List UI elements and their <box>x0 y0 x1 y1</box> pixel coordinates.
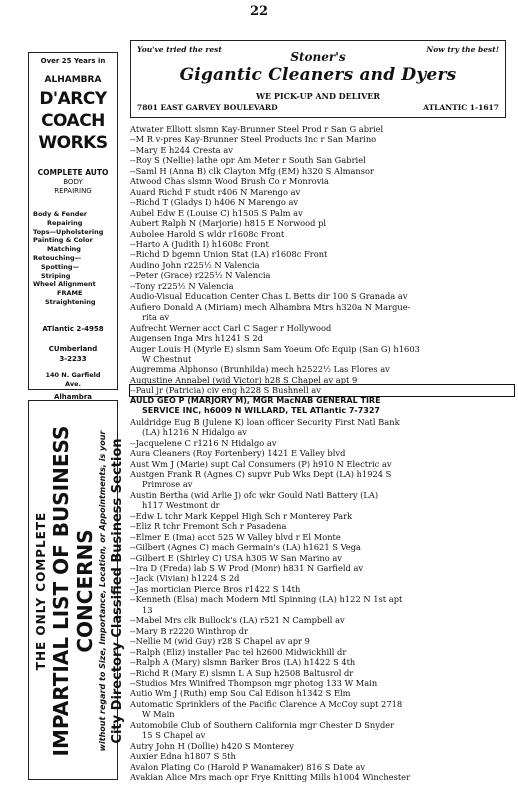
directory-entry: Auger Louis H (Myrle E) slsmn Sam Yoeum Ofc Equip (San G) h1603 <box>130 343 420 354</box>
ad-headline: Gigantic Cleaners and Dyers <box>179 65 457 85</box>
ad-city: ALHAMBRA <box>44 75 102 85</box>
ad-business-name: Stoner's <box>290 50 346 64</box>
directory-entry: W Chestnut <box>142 353 192 364</box>
directory-entry: Audio-Visual Education Center Chas L Betts dir 100 S Granada av <box>130 291 408 302</box>
directory-entry: --Mary E h244 Cresta av <box>130 144 233 155</box>
directory-entry: Augremma Alphonso (Brunhilda) mech h2522½ Las Flores av <box>130 364 390 375</box>
ad-service-item: Striping <box>41 271 71 280</box>
directory-entry: --Ralph (Eliz) installer Pac tel h2600 Midwickhill dr <box>130 646 347 657</box>
directory-entry: Augensen Inga Mrs h1241 S 2d <box>130 333 263 344</box>
directory-entry: --Saml H (Anna B) clk Clayton Mfg (EM) h320 S Almansor <box>130 165 374 176</box>
directory-entry: Auard Richd F studt r406 N Marengo av <box>130 186 301 197</box>
directory-entry: --Harto A (Judith I) h1608c Front <box>130 238 269 249</box>
directory-entry: Automobile Club of Southern California mgr Chester D Snyder <box>130 719 395 730</box>
directory-entry: --Jack (Vivian) h1224 S 2d <box>130 573 240 584</box>
directory-entry: --Richd D bgemn Union Stat (LA) r1608c Front <box>130 249 328 260</box>
ad-phone-2-number: 3-2233 <box>59 355 87 363</box>
ad-service-item: FRAME <box>57 289 83 298</box>
directory-entry: --Ira D (Freda) lab S W Prod (Monr) h831 N Garfield av <box>130 563 364 574</box>
ad-street: 140 N. Garfield <box>45 371 101 379</box>
directory-entry: --Mabel Mrs clk Bullock's (LA) r521 N Campbell av <box>130 615 345 626</box>
directory-entry: (LA) h1216 N Hidalgo av <box>142 427 247 438</box>
ad-service-item: Painting & Color <box>33 236 93 245</box>
ad-years-line: Over 25 Years in <box>40 57 106 65</box>
darcy-coach-works-ad <box>28 52 118 401</box>
directory-entry: Aubert Ralph N (Marjorie) h815 E Norwood pl <box>130 218 327 229</box>
ad-title-line-2: COACH <box>41 111 105 131</box>
directory-entry: Aust Wm J (Marie) supt Cal Consumers (P) h910 N Electric av <box>130 458 392 469</box>
directory-entry: Aura Cleaners (Roy Fortenbery) 1421 E Valley blvd <box>130 448 346 459</box>
directory-entry: --Eliz R tchr Fremont Sch r Pasadena <box>130 521 287 532</box>
directory-entry: Auxier Edna h1807 S 5th <box>130 751 236 762</box>
directory-entry: Autry John H (Dollie) h420 S Monterey <box>130 740 294 751</box>
directory-entry: --Gilbert (Agnes C) mach Germain's (LA) h1621 S Vega <box>130 542 361 553</box>
business-section-ad <box>28 400 125 780</box>
vertical-ad-line-1: THE ONLY COMPLETE <box>34 511 48 671</box>
directory-entry: --Gilbert E (Shirley C) USA h305 W San Marino av <box>130 552 342 563</box>
ad-town: Alhambra <box>53 393 92 401</box>
directory-entry: SERVICE INC, h6009 N WILLARD, TEL ATlantic 7-7327 <box>142 406 380 416</box>
directory-entry: --Mary B r2220 Winthrop dr <box>130 625 249 636</box>
stoner-cleaners-ad <box>130 40 506 118</box>
ad-service-item: Spotting— <box>41 262 80 271</box>
directory-entry: --Tony r225½ N Valencia <box>130 280 234 291</box>
ad-service-sub-1: BODY <box>63 178 83 186</box>
directory-entry: AULD GEO P (MARJORY M), MGR MacNAB GENERAL TIRE <box>130 395 381 405</box>
vertical-ad-line-3: without regard to Size, Importance, Location, or Appointments, is your <box>98 430 107 752</box>
ad-street-suffix: Ave. <box>65 380 81 388</box>
ad-service-heading: COMPLETE AUTO <box>37 168 109 177</box>
ad-service-item: Wheel Alignment <box>33 280 96 289</box>
directory-entry: Avalon Plating Co (Harold P Wanamaker) 816 S Date av <box>130 761 366 772</box>
directory-entry: --Richd T (Gladys I) h406 N Marengo av <box>130 197 299 208</box>
ad-service-item: Repairing <box>47 218 83 227</box>
directory-entry: h117 Westmont dr <box>142 500 220 511</box>
directory-entry: 13 <box>142 604 153 615</box>
ad-phone: ATLANTIC 1-1617 <box>423 103 499 112</box>
directory-entry: --Studios Mrs Winifred Thompson mgr photog 133 W Main <box>130 678 378 689</box>
ad-service-item: Body & Fender <box>33 210 87 218</box>
directory-entry: --Elmer E (Ima) acct 525 W Valley blvd r El Monte <box>130 531 341 542</box>
directory-entry: --Edw L tchr Mark Keppel High Sch r Monterey Park <box>130 510 353 521</box>
ad-services-list <box>33 210 115 307</box>
ad-tagline-right: Now try the best! <box>426 45 499 54</box>
ad-service-item: Retouching— <box>33 253 82 262</box>
directory-entry: Avakian Alice Mrs mach opr Frye Knitting Mills h1004 Winchester <box>130 772 411 783</box>
ad-service-item: Straightening <box>45 297 96 306</box>
directory-entry: Autio Wm J (Ruth) emp Sou Cal Edison h1342 S Elm <box>130 688 351 699</box>
directory-entry: --Peter (Grace) r225½ N Valencia <box>130 270 271 281</box>
directory-entry: rita av <box>142 312 170 323</box>
directory-entry: Aubolee Harold S wldr r1608c Front <box>130 228 285 239</box>
ad-service-item: Tops—Upholstering <box>33 227 104 236</box>
directory-entry: Aufrecht Werner acct Carl C Sager r Hollywood <box>130 322 332 333</box>
directory-entry: --Nellie M (wid Guy) r28 S Chapel av apr 9 <box>130 636 310 647</box>
directory-entry: W Main <box>142 709 175 720</box>
directory-entry: Audino John r225½ N Valencia <box>130 259 260 270</box>
directory-entry: Aubel Edw E (Louise C) h1505 S Palm av <box>130 207 303 218</box>
directory-entry: Austin Bertha (wid Arlie J) ofc wkr Gould Natl Battery (LA) <box>130 489 379 500</box>
directory-entry: --Richd R (Mary E) slsmn L A Sup h2508 Baltusrol dr <box>130 667 354 678</box>
directory-entry: --Ralph A (Mary) slsmn Barker Bros (LA) h1422 S 4th <box>130 657 356 668</box>
ad-title-line-3: WORKS <box>38 133 108 153</box>
directory-entry: --Kenneth (Elsa) mach Modern Mtl Spinning (LA) h122 N 1st apt <box>130 594 403 605</box>
directory-entry: --Jacquelene C r1216 N Hidalgo av <box>130 437 277 448</box>
ad-service-item: Matching <box>47 245 81 254</box>
directory-entry: Atwater Elliott slsmn Kay-Brunner Steel Prod r San G abriel <box>130 124 384 134</box>
ad-tagline-left: You've tried the rest <box>137 45 222 54</box>
directory-entry: --M R v-pres Kay-Brunner Steel Products Inc r San Marino <box>130 134 377 145</box>
directory-listings <box>130 124 514 783</box>
directory-entry: Austgen Frank R (Agnes C) supvr Pub Wks Dept (LA) h1924 S <box>130 468 392 479</box>
page-number: 22 <box>249 4 269 19</box>
directory-entry: --Jas mortician Pierce Bros r1422 S 14th <box>130 583 301 594</box>
directory-entry: Augustine Annabel (wid Victor) h28 S Chapel av apt 9 <box>130 374 358 385</box>
directory-entry: Aufiero Donald A (Miriam) mech Alhambra Mtrs h320a N Margue- <box>130 301 411 312</box>
directory-entry: --Roy S (Nellie) lathe opr Am Meter r South San Gabriel <box>130 155 366 166</box>
ad-service-sub-2: REPAIRING <box>54 187 92 195</box>
directory-entry: Auldridge Eug B (Julene K) loan officer Security First Natl Bank <box>130 416 400 427</box>
directory-entry: --Paul jr (Patricia) civ eng h228 S Bushnell av <box>130 385 514 395</box>
ad-title-line-1: D'ARCY <box>39 89 107 109</box>
ad-phone-2-exchange: CUmberland <box>48 345 98 353</box>
directory-entry: Automatic Sprinklers of the Pacific Clarence A McCoy supt 2718 <box>130 698 403 709</box>
vertical-ad-text <box>33 405 125 777</box>
ad-address: 7801 EAST GARVEY BOULEVARD <box>137 103 278 112</box>
ad-phone-1: ATlantic 2-4958 <box>42 325 104 333</box>
ad-pickup-line: WE PICK-UP AND DELIVER <box>255 91 381 101</box>
directory-entry: Atwood Chas slsmn Wood Brush Co r Monrovia <box>130 176 329 187</box>
directory-entry: 15 S Chapel av <box>142 730 206 741</box>
vertical-ad-line-2: IMPARTIAL LIST OF BUSINESS CONCERNS <box>49 425 97 757</box>
vertical-ad-line-4: City Directory Classified Business Section <box>110 438 125 744</box>
directory-entry: Primrose av <box>142 479 193 490</box>
